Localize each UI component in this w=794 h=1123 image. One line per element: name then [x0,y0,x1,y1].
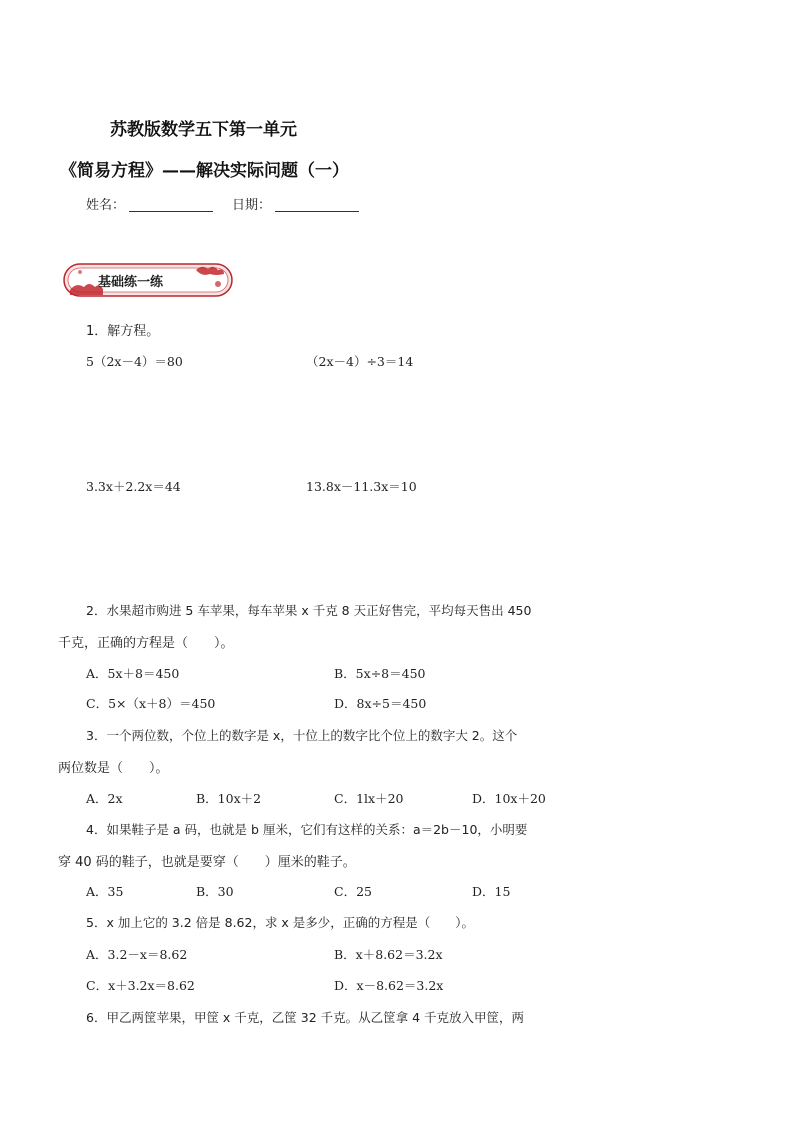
section-label: 基础练一练 [98,275,164,290]
q3-stem-line2: 两位数是（ ）。 [58,761,169,776]
section-badge [58,260,238,300]
q3-option-b[interactable]: B．10x＋2 [196,791,262,806]
date-blank[interactable] [275,198,359,212]
q1-equation-1: 5（2x－4）＝80 [86,354,183,369]
name-label: 姓名： [86,198,126,213]
q4-option-d[interactable]: D．15 [472,884,511,899]
q3-stem-line1: 3．一个两位数，个位上的数字是 x，十位上的数字比个位上的数字大 2。这个 [86,728,518,743]
worksheet-subtitle: 《简易方程》——解决实际问题（一） [60,161,349,181]
q2-option-b[interactable]: B．5x÷8＝450 [334,666,426,681]
q3-option-d[interactable]: D．10x＋20 [472,791,546,806]
q2-stem-line1: 2．水果超市购进 5 车苹果，每车苹果 x 千克 8 天正好售完，平均每天售出 450 [86,603,532,618]
q5-option-d[interactable]: D．x－8.62＝3.2x [334,978,444,993]
q4-option-c[interactable]: C．25 [334,884,372,899]
date-field [232,194,359,213]
q4-option-b[interactable]: B．30 [196,884,234,899]
worksheet-title: 苏教版数学五下第一单元 [110,120,297,140]
q2-option-c[interactable]: C．5×（x＋8）＝450 [86,696,216,711]
q5-option-a[interactable]: A．3.2－x＝8.62 [86,947,188,962]
q3-option-a[interactable]: A．2x [86,791,123,806]
q2-option-a[interactable]: A．5x＋8＝450 [86,666,180,681]
date-label: 日期： [232,198,272,213]
q1-equation-3: 3.3x＋2.2x＝44 [86,479,181,494]
q1-equation-2: （2x－4）÷3＝14 [306,354,414,369]
q3-option-c[interactable]: C．1lx＋20 [334,791,404,806]
name-field [86,194,213,213]
q4-option-a[interactable]: A．35 [86,884,124,899]
q2-stem-line2: 千克，正确的方程是（ ）。 [58,636,234,651]
q5-option-c[interactable]: C．x＋3.2x＝8.62 [86,978,195,993]
q1-equation-4: 13.8x－11.3x＝10 [306,479,417,494]
q4-stem-line2: 穿 40 码的鞋子，也就是要穿（ ）厘米的鞋子。 [58,855,356,870]
name-blank[interactable] [129,198,213,212]
q6-stem-line1: 6．甲乙两筐苹果，甲筐 x 千克，乙筐 32 千克。从乙筐拿 4 千克放入甲筐，两 [86,1010,525,1025]
q5-option-b[interactable]: B．x＋8.62＝3.2x [334,947,443,962]
q1-stem: 1．解方程。 [86,324,160,339]
q5-stem-line1: 5．x 加上它的 3.2 倍是 8.62，求 x 是多少，正确的方程是（ ）。 [86,915,475,930]
q2-option-d[interactable]: D．8x÷5＝450 [334,696,427,711]
q4-stem-line1: 4．如果鞋子是 a 码，也就是 b 厘米，它们有这样的关系：a＝2b－10，小明要 [86,822,528,837]
